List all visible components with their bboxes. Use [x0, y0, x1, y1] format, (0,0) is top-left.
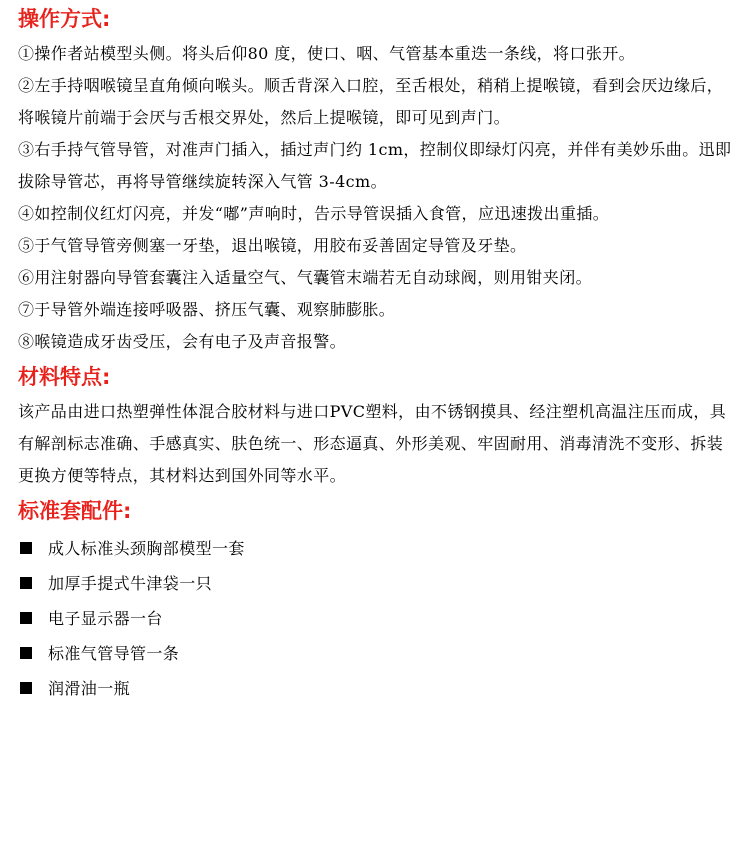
material-heading: 材料特点:	[18, 365, 111, 389]
kit-item-label: 润滑油一瓶	[48, 679, 131, 698]
square-bullet-icon	[20, 577, 32, 589]
list-item	[18, 565, 732, 600]
square-bullet-icon	[20, 542, 32, 554]
operation-step: ③右手持气管导管，对准声门插入，插过声门约 1cm，控制仪即绿灯闪亮，并伴有美妙乐曲。迅即拔除导管芯，再将导管继续旋转深入气管 3-4cm。	[18, 140, 732, 191]
kit-item-label: 加厚手提式牛津袋一只	[48, 574, 213, 593]
operation-step: ⑦于导管外端连接呼吸器、挤压气囊、观察肺膨胀。	[18, 300, 396, 319]
operation-steps	[18, 38, 732, 358]
kit-item-label: 电子显示器一台	[48, 609, 163, 628]
operation-step: ①操作者站模型头侧。将头后仰80 度，使口、咽、气管基本重迭一条线，将口张开。	[18, 44, 636, 63]
list-item	[18, 635, 732, 670]
operation-heading: 操作方式:	[18, 7, 111, 31]
operation-step: ⑤于气管导管旁侧塞一牙垫，退出喉镜，用胶布妥善固定导管及牙垫。	[18, 236, 527, 255]
material-description: 该产品由进口热塑弹性体混合胶材料与进口PVC塑料，由不锈钢摸具、经注塑机高温注压而成，具有解剖标志准确、手感真实、肤色统一、形态逼真、外形美观、牢固耐用、消毒清洗不变形、拆装更换方便等特点，其材料达到国外同等水平。	[18, 402, 727, 485]
operation-step: ②左手持咽喉镜呈直角倾向喉头。顺舌背深入口腔，至舌根处，稍稍上提喉镜，看到会厌边缘后，将喉镜片前端于会厌与舌根交界处，然后上提喉镜，即可见到声门。	[18, 76, 724, 127]
kit-list	[18, 530, 732, 705]
operation-step: ④如控制仪红灯闪亮，并发“嘟”声响时，告示导管误插入食管，应迅速拨出重插。	[18, 204, 610, 223]
square-bullet-icon	[20, 682, 32, 694]
square-bullet-icon	[20, 647, 32, 659]
list-item	[18, 670, 732, 705]
kit-item-label: 标准气管导管一条	[48, 644, 180, 663]
kit-heading: 标准套配件:	[18, 499, 132, 523]
list-item	[18, 530, 732, 565]
operation-step: ⑥用注射器向导管套囊注入适量空气、气囊管末端若无自动球阀，则用钳夹闭。	[18, 268, 593, 287]
list-item	[18, 600, 732, 635]
kit-item-label: 成人标准头颈胸部模型一套	[48, 539, 245, 558]
square-bullet-icon	[20, 612, 32, 624]
operation-step: ⑧喉镜造成牙齿受压，会有电子及声音报警。	[18, 332, 347, 351]
